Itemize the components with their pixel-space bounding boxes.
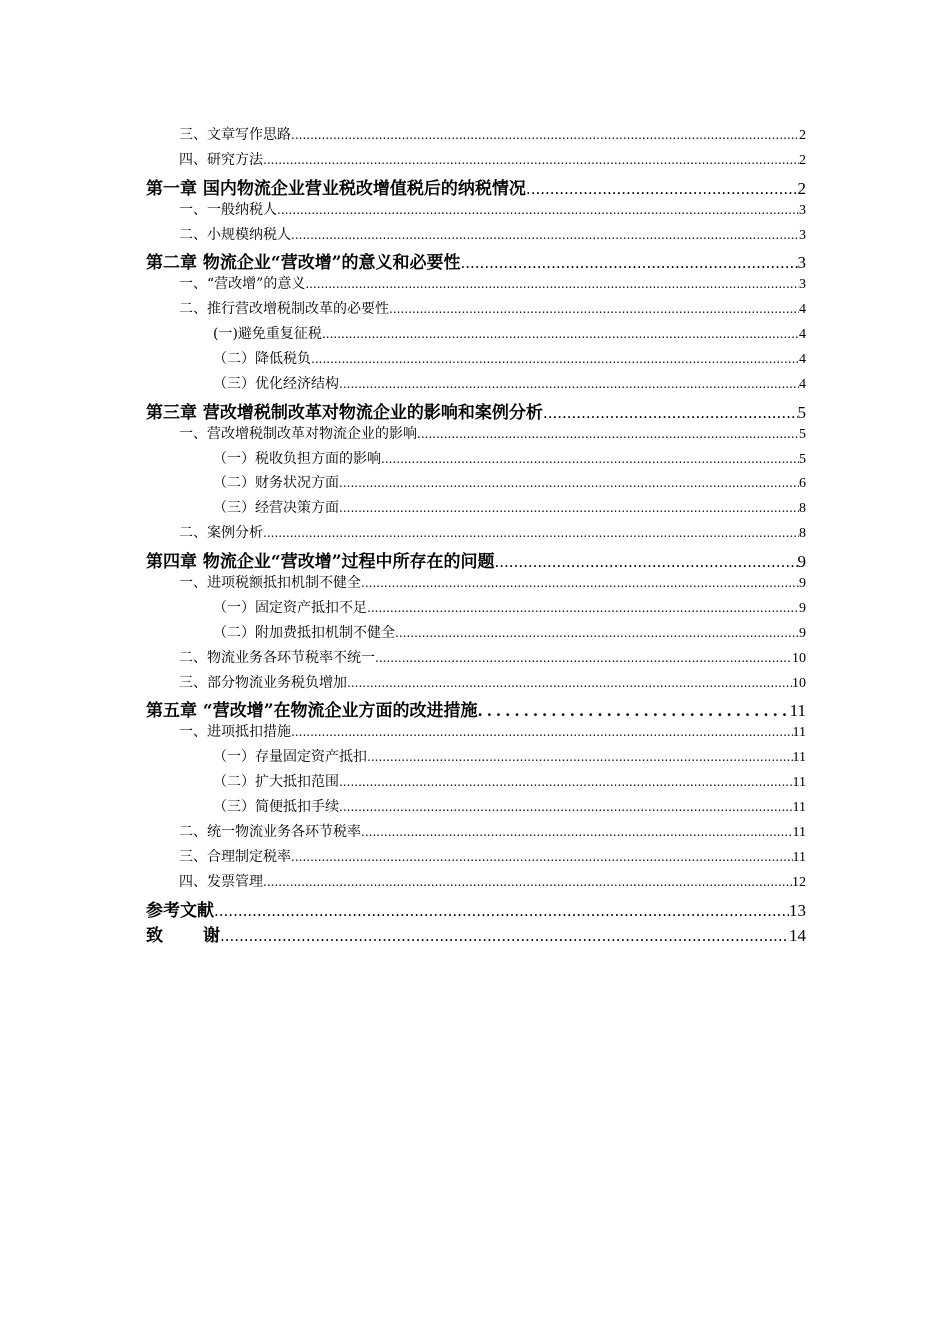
dot-leader — [477, 702, 789, 720]
toc-section-entry[interactable] — [146, 871, 806, 896]
toc-page-number: 9 — [799, 625, 806, 641]
toc-entry-title: （三）优化经济结构 — [213, 375, 339, 392]
toc-entry-title: 二、物流业务各环节税率不统一 — [179, 649, 375, 666]
toc-entry-title: 第三章 营改增税制改革对物流企业的影响和案例分析 — [146, 402, 543, 423]
dot-leader — [375, 651, 792, 665]
toc-page-number: 2 — [799, 128, 806, 143]
toc-entry-title: 一、进项税额抵扣机制不健全 — [179, 575, 361, 592]
dot-leader — [214, 902, 789, 920]
dot-leader — [361, 576, 799, 590]
toc-subsection-entry[interactable] — [146, 796, 806, 821]
toc-entry-title: 三、部分物流业务税负增加 — [179, 674, 347, 691]
toc-page-number: 3 — [797, 253, 806, 273]
toc-page-number: 3 — [799, 227, 806, 243]
toc-page-number: 5 — [797, 402, 806, 422]
toc-entry-title: 第二章 物流企业“营改增”的意义和必要性 — [146, 253, 461, 274]
toc-entry-title: （一）存量固定资产抵扣 — [213, 749, 367, 766]
toc-chapter-entry[interactable] — [146, 248, 806, 273]
toc-chapter-entry[interactable] — [146, 921, 806, 946]
dot-leader — [543, 404, 798, 422]
toc-chapter-entry[interactable] — [146, 174, 806, 199]
toc-entry-title: 三、文章写作思路 — [179, 127, 291, 143]
toc-page-number: 11 — [792, 824, 806, 840]
dot-leader — [460, 254, 797, 272]
toc-page-number: 8 — [799, 501, 806, 517]
toc-entry-title: 一、进项抵扣措施 — [179, 724, 291, 741]
toc-page-number: 4 — [799, 327, 806, 343]
toc-page-number: 6 — [799, 476, 806, 492]
toc-page-number: 11 — [792, 800, 806, 816]
dot-leader — [339, 476, 799, 490]
toc-page-number: 8 — [799, 526, 806, 542]
toc-section-entry[interactable] — [146, 572, 806, 597]
toc-section-entry[interactable] — [146, 647, 806, 672]
toc-entry-title: 二、统一物流业务各环节税率 — [179, 823, 361, 840]
dot-leader — [277, 203, 799, 217]
toc-page-number: 9 — [799, 600, 806, 616]
toc-entry-title: （二）附加费抵扣机制不健全 — [213, 624, 395, 641]
dot-leader — [263, 153, 799, 167]
toc-page-number: 11 — [792, 750, 806, 766]
toc-section-entry[interactable] — [146, 124, 806, 149]
dot-leader — [291, 128, 799, 142]
toc-subsection-entry[interactable] — [146, 622, 806, 647]
toc-entry-title: 一、“营改增”的意义 — [179, 276, 306, 293]
toc-entry-title: （二）扩大抵扣范围 — [213, 774, 339, 791]
toc-section-entry[interactable] — [146, 672, 806, 697]
toc-page-number: 11 — [792, 725, 806, 741]
dot-leader — [395, 626, 799, 640]
dot-leader — [339, 775, 793, 789]
toc-section-entry[interactable] — [146, 423, 806, 448]
toc-section-entry[interactable] — [146, 224, 806, 249]
toc-section-entry[interactable] — [146, 149, 806, 174]
toc-entry-title: 二、小规模纳税人 — [179, 226, 291, 243]
toc-subsection-entry[interactable] — [146, 746, 806, 771]
toc-entry-title: 二、案例分析 — [179, 525, 263, 542]
toc-page-number: 11 — [792, 849, 806, 865]
toc-subsection-entry[interactable] — [146, 771, 806, 796]
dot-leader — [305, 277, 799, 291]
toc-subsection-entry[interactable] — [146, 597, 806, 622]
dot-leader — [220, 927, 789, 945]
toc-section-entry[interactable] — [146, 846, 806, 871]
toc-page-number: 9 — [799, 576, 806, 592]
toc-page-number: 10 — [792, 675, 806, 691]
toc-entry-title: 四、研究方法 — [179, 151, 263, 168]
toc-entry-title: （一）固定资产抵扣不足 — [213, 599, 367, 616]
toc-chapter-entry[interactable] — [146, 547, 806, 572]
toc-entry-title — [146, 921, 220, 946]
toc-section-entry[interactable] — [146, 721, 806, 746]
toc-subsection-entry[interactable] — [146, 472, 806, 497]
table-of-contents — [146, 124, 806, 945]
dot-leader — [263, 875, 792, 889]
toc-page-number: 10 — [792, 650, 806, 666]
toc-subsection-entry[interactable] — [146, 323, 806, 348]
dot-leader — [367, 750, 793, 764]
toc-page-number: 13 — [789, 900, 806, 920]
toc-entry-title: （三）简便抵扣手续 — [213, 799, 339, 816]
toc-section-entry[interactable] — [146, 298, 806, 323]
toc-entry-title: （二）降低税负 — [213, 351, 311, 368]
toc-page-number: 5 — [799, 451, 806, 467]
toc-entry-title: 第四章 物流企业“营改增”过程中所存在的问题 — [146, 552, 495, 573]
toc-entry-title: 第五章 “营改增”在物流企业方面的改进措施 — [146, 701, 478, 722]
toc-page-number: 4 — [799, 376, 806, 392]
toc-page-number: 14 — [789, 925, 806, 945]
dot-leader — [291, 228, 799, 242]
toc-entry-title: 二、推行营改增税制改革的必要性 — [179, 301, 389, 318]
dot-leader — [339, 501, 799, 515]
toc-page-number: 4 — [799, 352, 806, 368]
dot-leader — [389, 302, 799, 316]
dot-leader — [367, 601, 799, 615]
toc-subsection-entry[interactable] — [146, 373, 806, 398]
dot-leader — [339, 377, 799, 391]
toc-entry-title: 一、营改增税制改革对物流企业的影响 — [179, 425, 417, 442]
toc-section-entry[interactable] — [146, 273, 806, 298]
toc-section-entry[interactable] — [146, 522, 806, 547]
dot-leader — [494, 553, 797, 571]
toc-subsection-entry[interactable] — [146, 448, 806, 473]
dot-leader — [361, 825, 793, 839]
toc-section-entry[interactable] — [146, 199, 806, 224]
dot-leader — [291, 850, 793, 864]
toc-page-number: 4 — [799, 302, 806, 318]
toc-entry-title: 参考文献 — [146, 900, 214, 921]
toc-page-number: 2 — [799, 152, 806, 168]
toc-entry-title: 三、合理制定税率 — [179, 848, 291, 865]
toc-entry-title: （三）经营决策方面 — [213, 500, 339, 517]
dot-leader — [322, 327, 799, 341]
toc-chapter-entry[interactable] — [146, 696, 806, 721]
dot-leader — [381, 452, 799, 466]
toc-chapter-entry[interactable] — [146, 896, 806, 921]
toc-subsection-entry[interactable] — [146, 497, 806, 522]
toc-chapter-entry[interactable] — [146, 398, 806, 423]
toc-entry-title-part: 致 — [146, 925, 163, 946]
toc-page-number: 9 — [797, 552, 806, 572]
toc-subsection-entry[interactable] — [146, 348, 806, 373]
dot-leader — [291, 725, 793, 739]
toc-entry-title: 第一章 国内物流企业营业税改增值税后的纳税情况 — [146, 178, 526, 199]
dot-leader — [339, 800, 793, 814]
toc-section-entry[interactable] — [146, 821, 806, 846]
dot-leader — [526, 180, 798, 198]
toc-entry-title-part: 谢 — [203, 925, 220, 946]
toc-page-number: 2 — [797, 178, 806, 198]
toc-entry-title: （一）税收负担方面的影响 — [213, 450, 381, 467]
toc-page-number: 5 — [799, 426, 806, 442]
toc-page-number: 3 — [799, 277, 806, 293]
dot-leader — [263, 526, 799, 540]
toc-page-number: 11 — [792, 775, 806, 791]
toc-entry-title: 四、发票管理 — [179, 873, 263, 890]
dot-leader — [311, 352, 799, 366]
toc-entry-title: （二）财务状况方面 — [213, 475, 339, 492]
dot-leader — [417, 427, 799, 441]
toc-entry-title: 一、一般纳税人 — [179, 201, 277, 218]
toc-entry-title: (一)避免重复征税 — [213, 326, 322, 343]
toc-page-number: 3 — [799, 202, 806, 218]
dot-leader — [347, 676, 792, 690]
toc-page-number: 11 — [789, 701, 806, 721]
toc-page-number: 12 — [792, 874, 806, 890]
